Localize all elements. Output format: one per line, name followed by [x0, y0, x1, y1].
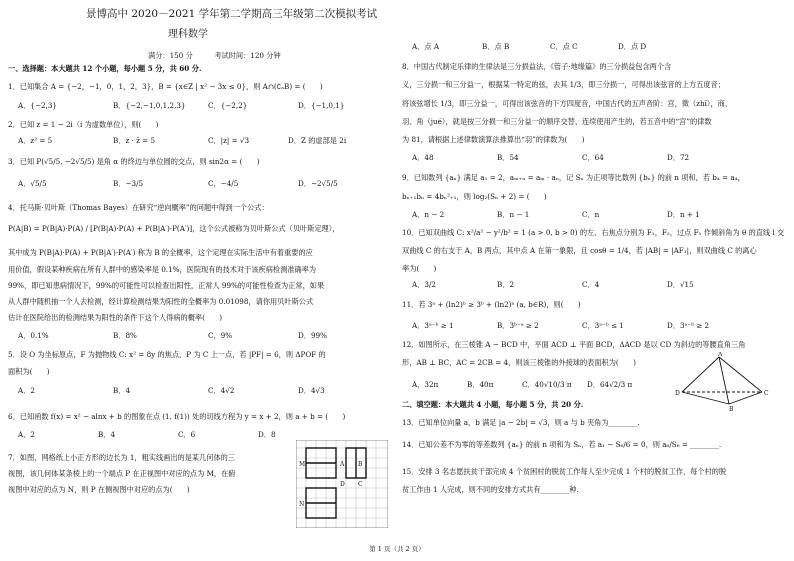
q4-option-c: C．9%	[208, 331, 233, 340]
q6-option-c: C．6	[178, 430, 196, 439]
tetra-label-b: B	[729, 406, 734, 412]
q1-option-b: B．{−2,−1,0,1,2,3}	[113, 101, 186, 110]
q6-option-a: A．2	[18, 430, 35, 439]
q4-option-d: D．99%	[298, 331, 327, 340]
q2-option-b: B．z · z̄ = 5	[113, 136, 156, 145]
q4-option-b: B．8%	[113, 331, 137, 340]
exam-subject: 理科数学	[168, 29, 208, 40]
section-1-heading: 一、选择题：本大题共 12 个小题，每小题 5 分，共 60 分.	[8, 64, 202, 73]
q4-line-5: 99%，即已知患病情况下，99%的可能性可以检查出阳性，正常人 99%的可能性检查为正常，如果	[8, 281, 325, 290]
q2-option-a: A．z² = 5	[18, 136, 53, 145]
q6-option-b: B．4	[98, 430, 116, 439]
q12-option-b: B．40π	[467, 380, 494, 389]
q9-line-1: 9．已知数列 {aₙ} 满足 a₁ = 2，aₘ₊ₙ = aₘ · aₙ，记 Sₙ 为正项等比数列 {bₙ} 的前 n 项和，若 b₄ = a₄，	[402, 173, 745, 182]
tetrahedron-figure	[674, 352, 774, 412]
q7-option-c: C．点 C	[550, 42, 578, 51]
q8-line-1: 8．中国古代制定乐律的生律法是三分损益法，《管子·地缘篇》的三分损益包含两个含	[402, 62, 672, 71]
q1-stem: 1．已知集合 A = {−2，−1，0，1，2，3}，B = {x∈Z | x² − 3x ≤ 0}，则 A∩(∁ₐB) = ( )	[8, 82, 323, 91]
tetra-label-c: C	[764, 390, 769, 397]
q12-option-a: A．32π	[412, 380, 439, 389]
q4-line-4: 用价值，假设某种疾病在所有人群中的感染率是 0.1%，医院现有的技术对于该疾病检测准确率为	[8, 265, 317, 274]
q3-option-b: B．−3/5	[113, 179, 144, 188]
q8-option-c: C．64	[582, 153, 604, 162]
q10-option-c: C．4	[582, 280, 600, 289]
q3-option-c: C．−4/5	[208, 179, 239, 188]
label-n: N	[299, 501, 305, 508]
q5-option-c: C．4√2	[208, 386, 235, 395]
q4-line-6: 从人群中随机抽一个人去检测，经计算检测结果为阳性的全概率为 0.01098，请你用贝叶斯公式	[8, 297, 314, 306]
q7-option-d: D．点 D	[618, 42, 647, 51]
q9-option-b: B．n − 1	[497, 210, 530, 219]
q1-option-d: D．{−1,0,1}	[298, 101, 345, 110]
q10-line-2: 双曲线 C 的右支于 A，B 两点，其中点 A 在第一象限，且 cosθ = 1/4，若 |AB| = |AF₁|，则双曲线 C 的离心	[402, 246, 757, 255]
q1-option-c: C．{−2,2}	[208, 101, 248, 110]
q10-line-3: 率为( )	[402, 264, 437, 273]
q7-line-3: 视图中对应的点为 N，则 P 在侧视图中对应的点为( )	[8, 485, 190, 494]
q8-line-5: 为 81，请根据上述律数演算法推算出“羽”的律数为( )	[402, 135, 585, 144]
q15-line-1: 15．安排 3 名志愿扶贫干部完成 4 个贫困村的脱贫工作每人至少完成 1 个村的脱贫工作，每个村的脱	[402, 467, 727, 476]
q9-option-d: D．n + 1	[667, 210, 700, 219]
q5-option-b: B．4	[113, 386, 131, 395]
q7-line-1: 7．如图，网格纸上小正方形的边长为 1，粗实线画出的是某几何体的三	[8, 453, 236, 462]
q1-option-a: A．{−2,3}	[18, 101, 57, 110]
q8-option-a: A．48	[412, 153, 434, 162]
q10-option-a: A．3/2	[412, 280, 436, 289]
q5-option-a: A．2	[18, 386, 35, 395]
q9-option-a: A．n − 2	[412, 210, 445, 219]
three-view-figure	[296, 440, 388, 528]
q12-option-d: D．64√2/3 π	[587, 380, 633, 389]
q4-formula: P(A|B) = P(B|A)·P(A) / [P(B|A)·P(A) + P(B|A′)·P(A′)]，这个公式被称为贝叶斯公式（贝叶斯定理），	[8, 224, 340, 233]
q5-option-d: D．4√3	[298, 386, 325, 395]
tetra-label-a: A	[718, 352, 723, 358]
q4-line-1: 4．托马斯·贝叶斯（Thomas Bayes）在研究“逆向概率”的问题中得到一个公式：	[8, 203, 269, 212]
q4-option-a: A．0.1%	[18, 331, 49, 340]
q12-line-2: 形，AB ⊥ BC，AC = 2CB = 4，则该三棱锥的外接球的表面积为( )	[402, 358, 636, 367]
q5-line-1: 5．设 O 为坐标原点，F 为抛物线 C: x² = 8y 的焦点，P 为 C 上一点，若 |PF| = 6，则 ΔPOF 的	[8, 350, 326, 359]
q5-line-2: 面积为( )	[8, 367, 50, 376]
section-2-heading: 二、填空题：本大题共 4 小题，每小题 5 分，共 20 分.	[402, 400, 584, 409]
q6-stem: 6．已知函数 f(x) = x² − alnx + b 的图象在点 (1, f(1)) 处的切线方程为 y = x + 2，则 a + b = ( )	[8, 412, 346, 421]
label-b: B	[358, 461, 363, 468]
q3-option-d: D．−2√5/5	[298, 179, 338, 188]
q4-line-3: 其中成为 P(B|A)·P(A) + P(B|A′)·P(A′) 称为 B 的全概率，这个定理在实际生活中有着重要的应	[8, 248, 313, 257]
q13: 13．已知单位向量 a，b 满足 |a − 2b| = √3，则 a 与 b 夹角为________.	[402, 418, 640, 427]
q11-option-d: D．3ᵃ⁻ᵇ ≥ 2	[667, 321, 710, 330]
label-a: A	[340, 461, 345, 468]
q8-option-b: B．54	[497, 153, 519, 162]
q10-option-b: B．2	[497, 280, 515, 289]
label-d: D	[340, 481, 345, 488]
q9-line-2: bₙ₊₁bₙ = 4bₙ²₊₁，则 log₂(Sₙ + 2) = ( )	[402, 192, 547, 201]
q6-option-d: D．8	[258, 430, 276, 439]
q11-option-c: C．3ᵃ⁻ᵇ ≤ 1	[582, 321, 624, 330]
q12-line-1: 12．如图所示，在三棱锥 A − BCD 中，平面 ACD ⊥ 平面 BCD，ΔACD 是以 CD 为斜边的等腰直角三角	[402, 340, 746, 349]
exam-meta: 满分：150 分 考试时间：120 分钟	[148, 51, 281, 60]
label-c: C	[358, 481, 363, 488]
q15-line-2: 贫工作由 1 人完成，则不同的安排方式共有________种.	[402, 485, 579, 494]
q3-stem: 3．已知 P(√5/5, −2√5/5) 是角 α 的终边与单位圆的交点，则 sin2α = ( )	[8, 157, 260, 166]
tetra-label-d: D	[675, 390, 680, 397]
q3-option-a: A．√5/5	[18, 179, 47, 188]
q4-line-7: 估计在医院给出的检测结果为阳性的条件下这个人得病的概率( )	[8, 313, 223, 322]
q2-option-d: D．Z 的虚部是 2i	[288, 136, 347, 145]
q11-option-a: A．3ᵃ⁻ᵇ ≥ 1	[412, 321, 454, 330]
q7-option-a: A．点 A	[412, 42, 440, 51]
q2-option-c: C．|z| = √3	[208, 136, 250, 145]
q7-option-b: B．点 B	[482, 42, 510, 51]
q11-option-b: B．3ᵇ⁻ᵃ ≥ 2	[497, 321, 539, 330]
q14: 14．已知公差不为零的等差数列 {aₙ} 的前 n 项和为 Sₙ，若 a₁ − S₆/6 = 0，则 a₆/S₆ = ________.	[402, 440, 722, 449]
q11-stem: 11．若 3ᵃ + (ln2)ᵇ ≥ 3ᵇ + (ln2)ᵃ (a, b∈R)，则( )	[402, 300, 581, 309]
q12-option-c: C．40√10/3 π	[522, 380, 572, 389]
q8-line-4: 羽、角（jué），就是按三分损一和三分益一的顺序交替、连续使用产生的，若五音中的“宫”的律数	[402, 117, 712, 126]
q9-option-c: C．n	[582, 210, 600, 219]
q2-stem: 2．已知 z = 1 − 2i（i 为虚数单位），则( )	[8, 120, 159, 129]
page-footer: 第 1 页（共 2 页）	[369, 545, 425, 553]
q8-line-3: 将该弦增长 1/3，即三分益一，可得出该弦音的下方四度音，中国古代的五声音阶：宫，徵（zhǐ），商、	[402, 99, 733, 108]
q8-line-2: 义，三分损一和三分益一，根据某一特定的弦，去其 1/3，即三分损一，可得出该弦音的上方五度音；	[402, 80, 725, 89]
q10-line-1: 10．已知双曲线 C: x²/a² − y²/b² = 1 (a > 0, b > 0) 的左、右焦点分别为 F₁，F₂，过点 F₁ 作倾斜角为 θ 的直线 l 交	[402, 228, 785, 237]
q8-option-d: D．72	[667, 153, 690, 162]
q10-option-d: D．√15	[667, 280, 694, 289]
exam-title: 景博高中 2020－2021 学年第二学期高三年级第二次模拟考试	[86, 8, 378, 20]
q7-line-2: 视图，该几何体某条棱上的一个端点 P 在正视图中对应的点为 M，在俯	[8, 469, 236, 478]
label-m: M	[299, 461, 306, 468]
